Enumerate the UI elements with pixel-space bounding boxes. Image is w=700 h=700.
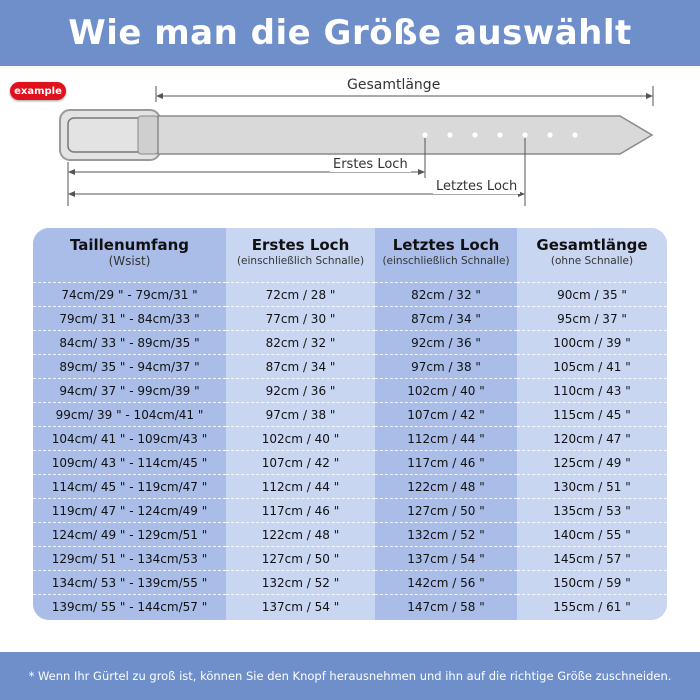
table-cell: 97cm / 38 " bbox=[226, 402, 375, 426]
table-cell: 82cm / 32 " bbox=[226, 330, 375, 354]
table-cell: 117cm / 46 " bbox=[226, 498, 375, 522]
table-cell: 72cm / 28 " bbox=[226, 282, 375, 306]
table-cell: 140cm / 55 " bbox=[517, 522, 667, 546]
table-cell: 94cm/ 37 " - 99cm/39 " bbox=[33, 378, 226, 402]
column-rows bbox=[375, 282, 517, 618]
gesamtlaenge-label: Gesamtlänge bbox=[344, 77, 443, 93]
column-header bbox=[226, 228, 375, 280]
table-cell: 102cm / 40 " bbox=[226, 426, 375, 450]
table-cell: 114cm/ 45 " - 119cm/47 " bbox=[33, 474, 226, 498]
column-title: Erstes Loch bbox=[251, 236, 350, 254]
table-cell: 137cm / 54 " bbox=[226, 594, 375, 618]
column-header bbox=[33, 228, 226, 280]
table-cell: 109cm/ 43 " - 114cm/45 " bbox=[33, 450, 226, 474]
column-rows bbox=[226, 282, 375, 618]
column-title: Letztes Loch bbox=[392, 236, 500, 254]
column-subtitle: (einschließlich Schnalle) bbox=[382, 255, 510, 267]
table-cell: 102cm / 40 " bbox=[375, 378, 517, 402]
table-cell: 99cm/ 39 " - 104cm/41 " bbox=[33, 402, 226, 426]
column-title: Taillenumfang bbox=[69, 236, 190, 254]
letztes-loch-label: Letztes Loch bbox=[433, 179, 520, 194]
belt-hole bbox=[447, 132, 452, 137]
table-cell: 90cm / 35 " bbox=[517, 282, 667, 306]
column-rows bbox=[33, 282, 226, 618]
title-banner bbox=[0, 0, 700, 66]
table-cell: 74cm/29 " - 79cm/31 " bbox=[33, 282, 226, 306]
table-cell: 110cm / 43 " bbox=[517, 378, 667, 402]
table-cell: 142cm / 56 " bbox=[375, 570, 517, 594]
table-cell: 134cm/ 53 " - 139cm/55 " bbox=[33, 570, 226, 594]
table-cell: 84cm/ 33 " - 89cm/35 " bbox=[33, 330, 226, 354]
belt-hole bbox=[497, 132, 502, 137]
erstes-loch-label: Erstes Loch bbox=[330, 157, 411, 172]
column-subtitle: (einschließlich Schnalle) bbox=[236, 255, 365, 267]
table-cell: 132cm / 52 " bbox=[375, 522, 517, 546]
column-taillenumfang bbox=[33, 228, 226, 620]
table-cell: 117cm / 46 " bbox=[375, 450, 517, 474]
belt-hole bbox=[472, 132, 477, 137]
column-header bbox=[517, 228, 667, 280]
table-cell: 97cm / 38 " bbox=[375, 354, 517, 378]
footer-note: * Wenn Ihr Gürtel zu groß ist, können Sie den Knopf herausnehmen und ihn auf die richtige Größe zuschneiden. bbox=[28, 669, 672, 683]
table-cell: 112cm / 44 " bbox=[375, 426, 517, 450]
table-cell: 107cm / 42 " bbox=[375, 402, 517, 426]
table-cell: 105cm / 41 " bbox=[517, 354, 667, 378]
table-cell: 145cm / 57 " bbox=[517, 546, 667, 570]
column-title: Gesamtlänge bbox=[536, 236, 648, 254]
table-cell: 77cm / 30 " bbox=[226, 306, 375, 330]
table-cell: 107cm / 42 " bbox=[226, 450, 375, 474]
table-cell: 135cm / 53 " bbox=[517, 498, 667, 522]
page-title: Wie man die Größe auswählt bbox=[68, 13, 632, 53]
belt-hole bbox=[522, 132, 527, 137]
belt-diagram bbox=[0, 66, 700, 226]
table-cell: 132cm / 52 " bbox=[226, 570, 375, 594]
column-subtitle: (ohne Schnalle) bbox=[550, 255, 634, 267]
table-cell: 122cm / 48 " bbox=[226, 522, 375, 546]
column-rows bbox=[517, 282, 667, 618]
table-cell: 104cm/ 41 " - 109cm/43 " bbox=[33, 426, 226, 450]
belt-hole bbox=[572, 132, 577, 137]
buckle-clip bbox=[138, 116, 158, 154]
table-cell: 87cm / 34 " bbox=[226, 354, 375, 378]
example-badge: example bbox=[10, 82, 66, 100]
table-cell: 92cm / 36 " bbox=[226, 378, 375, 402]
column-gesamtlaenge bbox=[517, 228, 667, 620]
table-cell: 82cm / 32 " bbox=[375, 282, 517, 306]
table-cell: 87cm / 34 " bbox=[375, 306, 517, 330]
table-cell: 124cm/ 49 " - 129cm/51 " bbox=[33, 522, 226, 546]
table-cell: 130cm / 51 " bbox=[517, 474, 667, 498]
table-cell: 115cm / 45 " bbox=[517, 402, 667, 426]
table-cell: 92cm / 36 " bbox=[375, 330, 517, 354]
size-table bbox=[33, 228, 667, 620]
table-cell: 120cm / 47 " bbox=[517, 426, 667, 450]
table-cell: 129cm/ 51 " - 134cm/53 " bbox=[33, 546, 226, 570]
column-subtitle: (Wsist) bbox=[108, 254, 151, 268]
table-cell: 95cm / 37 " bbox=[517, 306, 667, 330]
table-cell: 139cm/ 55 " - 144cm/57 " bbox=[33, 594, 226, 618]
column-letztes-loch bbox=[375, 228, 517, 620]
table-cell: 122cm / 48 " bbox=[375, 474, 517, 498]
table-cell: 112cm / 44 " bbox=[226, 474, 375, 498]
footer-banner bbox=[0, 652, 700, 700]
belt-hole bbox=[422, 132, 427, 137]
table-cell: 147cm / 58 " bbox=[375, 594, 517, 618]
table-cell: 79cm/ 31 " - 84cm/33 " bbox=[33, 306, 226, 330]
column-erstes-loch bbox=[226, 228, 375, 620]
table-cell: 155cm / 61 " bbox=[517, 594, 667, 618]
table-cell: 100cm / 39 " bbox=[517, 330, 667, 354]
table-cell: 89cm/ 35 " - 94cm/37 " bbox=[33, 354, 226, 378]
belt-hole bbox=[547, 132, 552, 137]
table-cell: 127cm / 50 " bbox=[226, 546, 375, 570]
table-cell: 137cm / 54 " bbox=[375, 546, 517, 570]
belt-strap bbox=[158, 116, 652, 154]
table-cell: 119cm/ 47 " - 124cm/49 " bbox=[33, 498, 226, 522]
column-header bbox=[375, 228, 517, 280]
table-cell: 125cm / 49 " bbox=[517, 450, 667, 474]
table-cell: 150cm / 59 " bbox=[517, 570, 667, 594]
table-cell: 127cm / 50 " bbox=[375, 498, 517, 522]
